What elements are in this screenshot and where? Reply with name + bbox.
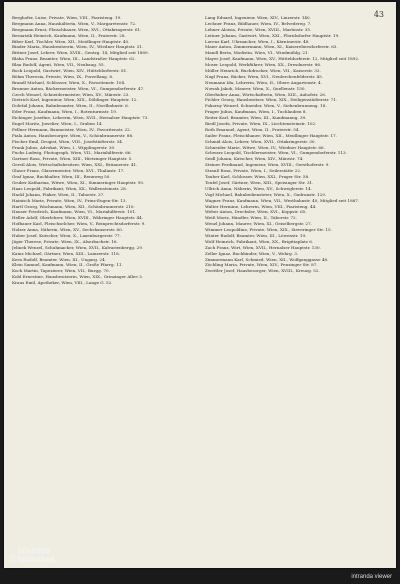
- directory-entry: Schneider Marie, Witwe, Wien, IV., Wiedner Hauptstr. 66.: [205, 144, 325, 150]
- directory-entry: Pokorny Wenzel, Schneider, Wien, V., Siebenbrunneng. 18.: [205, 103, 327, 109]
- directory-entry: Klein Samuel, Kaufmann, Wien, II., Große Pfarrg. 11.: [12, 262, 123, 268]
- directory-entry: Holzer Anna, Näherin, Wien, XV., Sechshauserstr. 60.: [12, 227, 124, 233]
- directory-entry: Brunner Anton, Bäckermeister, Wien, VI., Gumpendorferstr. 47.: [12, 85, 145, 91]
- directory-entry: Zimmermann Karl, Schmied, Wien, XII., Wolfganggasse 48.: [205, 256, 329, 262]
- directory-entry: Hackl Johann, Fiaker, Wien, II., Taborstr. 37.: [12, 191, 105, 197]
- right-column: [205, 16, 390, 540]
- directory-entry: Roth Emanuel, Agent, Wien, II., Praterstr. 54.: [205, 126, 300, 132]
- directory-entry: Sailer Franz, Fleischhauer, Wien, XII., Meidlinger Hauptstr. 17.: [205, 132, 337, 138]
- directory-entry: Eichinger Josefine, Lehrerin, Wien, XVII., Hernalser Hauptstr. 73.: [12, 115, 149, 121]
- directory-entry: Doležal Johann, Bahnbeamter, Wien, II., Nordbahnstr. 6.: [12, 103, 129, 109]
- directory-entry: Fischer Emil, Drogist, Wien, VIII., Josefstädterstr. 34.: [12, 138, 124, 144]
- directory-entry: Graf Ignaz, Buchhalter, Wien, III., Rennweg 50.: [12, 174, 111, 180]
- directory-entry: Gerstl Alois, Wirtschaftsbesitzer, Wien, XXI., Brünnerstr. 41.: [12, 162, 138, 168]
- directory-entry: Huber Josef, Kutscher, Wien, X., Laxenburgerstr. 77.: [12, 232, 121, 238]
- directory-entry: Kraus Emil, Apotheker, Wien, VIII., Lange G. 52.: [12, 280, 113, 286]
- directory-entry: Winter Rudolf, Beamter, Wien, III., Löwenstr. 19.: [205, 232, 307, 238]
- directory-entry: Jäger Therese, Private, Wien, IX., Alserbachstr. 16.: [12, 238, 118, 244]
- directory-entry: Ullrich Anna, Näherin, Wien, XV., Schweglerstr. 14.: [205, 185, 312, 191]
- directory-entry: Mayer Josef, Kaufmann, Wien, XV., Hütteldorferstr. 12, Mitglied seit 1892.: [205, 56, 360, 62]
- directory-entry: Vogl Michael, Bahnbediensteter, Wien, X., Gudrunstr. 120.: [205, 191, 327, 197]
- directory-entry: Maier Anton, Zimmermann, Wien, XI., Kaiserebersdorferstr. 63.: [205, 44, 338, 50]
- directory-entry: Pichler Georg, Hausbesitzer, Wien, XIX., Heiligenstädterstr. 71.: [205, 97, 338, 103]
- logo-line-2: bibliothek: [17, 554, 56, 564]
- directory-entry: Lang Eduard, Ingenieur, Wien, XIV., Linzerstr. 140.: [205, 16, 311, 20]
- document-page: [4, 2, 396, 568]
- directory-entry: Tauber Karl, Schlosser, Wien, XXI., Prager Str. 58.: [205, 174, 310, 180]
- directory-entry: Riedl Josefa, Private, Wien, IX., Liechtensteinstr. 102.: [205, 121, 317, 127]
- directory-entry: Lorenz Karl, Uhrmacher, Wien, I., Kärntnerstr. 48.: [205, 38, 310, 44]
- directory-entry: Koch Martin, Tapezierer, Wien, VII., Burgg. 70.: [12, 268, 110, 274]
- directory-entry: Nagl Franz, Bäcker, Wien, XVI., Neulerchenfelderstr. 45.: [205, 73, 324, 79]
- directory-entry: Weber Anton, Drechsler, Wien, XVI., Koppstr. 65.: [205, 209, 307, 215]
- directory-entry: Czech Wenzel, Schneidermeister, Wien, XV., Märzstr. 23.: [12, 91, 130, 97]
- directory-entry: Bittner Josef, Lehrer, Wien, XVIII., Gentzg. 14, Mitglied seit 1889.: [12, 50, 149, 56]
- directory-entry: Reiter Karl, Beamter, Wien, III., Kundmanng. 39.: [205, 115, 307, 121]
- directory-entry: Wenzl Johann, Maurer, Wien, XI., Geiselbergstr. 27.: [205, 221, 312, 227]
- directory-entry: Blaha Franz, Beamter, Wien, III., Landstraßer Hauptstr. 62.: [12, 56, 136, 62]
- directory-entry: Frank Julius, Advokat, Wien, I., Wipplingerstr. 30.: [12, 144, 116, 150]
- directory-entry: Schwarz Leopold, Tischlermeister, Wien, VI., Gumpendorferstr. 113.: [205, 150, 347, 156]
- directory-entry: Kainz Michael, Gärtner, Wien, XIII., Lainzerstr. 118.: [12, 250, 120, 256]
- directory-entry: Weiß Moriz, Händler, Wien, II., Taborstr. 72.: [205, 215, 297, 221]
- directory-entry: Oberhuber Anna, Wirtschafterin, Wien, XIII., Auhofstr. 26.: [205, 91, 327, 97]
- directory-entry: Wimmer Leopoldine, Private, Wien, XIX., Sieveringer Str. 15.: [205, 227, 332, 233]
- directory-entry: Kern Rudolf, Beamter, Wien, III., Ungarg. 24.: [12, 256, 106, 262]
- directory-entry: Lehner Aloisia, Private, Wien, XVIII., Martinstr. 35.: [205, 26, 312, 32]
- directory-entry: Mandl Berta, Modistin, Wien, VI., Windmühlg. 21.: [205, 50, 309, 56]
- directory-entry: Bock Leopold, Gastwirt, Wien, XIV., Hütteldorferstr. 81.: [12, 68, 128, 74]
- page-number: 43: [373, 10, 384, 19]
- directory-entry: Böhm Theresia, Private, Wien, IX., Porzellang. 8.: [12, 73, 114, 79]
- directory-entry: Kohl Ernestine, Hausbesitzerin, Wien, XIX., Grinzinger Allee 3.: [12, 274, 143, 280]
- directory-entry: Wolf Heinrich, Fabrikant, Wien, XX., Brigittaplatz 6.: [205, 238, 314, 244]
- directory-entry: Moser Leopold, Werkführer, Wien, XX., Dresdnerstr. 86.: [205, 62, 322, 68]
- directory-entry: Jelinek Wenzel, Schuhmacher, Wien, XVII., Kalvarienbergg. 29.: [12, 244, 144, 250]
- directory-entry: Fuchs Ludwig, Photograph, Wien, VII., Mariahilferstr. 66.: [12, 150, 132, 156]
- directory-entry: Gartner Rosa, Private, Wien, XIII., Hietzinger Hauptstr. 5.: [12, 156, 133, 162]
- logo-line-1: ö/landes: [17, 546, 51, 555]
- logo-icon: ö: [10, 552, 16, 564]
- text-columns: [12, 16, 390, 540]
- directory-entry: Fellner Hermann, Baumeister, Wien, IV., Favoritenstr. 22.: [12, 126, 132, 132]
- directory-entry: Leitner Johann, Gastwirt, Wien, XXI., Floridsdorfer Hauptstr. 19.: [205, 32, 340, 38]
- left-column: [12, 16, 197, 540]
- directory-entry: Neumann Ida, Lehrerin, Wien, II., Obere Augartenstr. 4.: [205, 79, 322, 85]
- directory-entry: Schmid Alois, Lehrer, Wien, XVII., Ottakringerstr. 30.: [205, 138, 316, 144]
- directory-entry: Dietrich Karl, Ingenieur, Wien, XIX., Döblinger Hauptstr. 12.: [12, 97, 138, 103]
- directory-entry: Hainisch Marie, Private, Wien, IV., Prinz-Eugen-Str. 13.: [12, 197, 127, 203]
- directory-entry: Teufel Josef, Gärtner, Wien, XIII., Speisinger Str. 31.: [205, 179, 314, 185]
- directory-entry: Bernatzik Heinrich, Kaufmann, Wien, II., Praterstr. 28.: [12, 32, 126, 38]
- directory-entry: Hauser Friedrich, Kaufmann, Wien, VI., Mariahilferstr. 101.: [12, 209, 137, 215]
- directory-entry: Seidl Johann, Kutscher, Wien, XIV., Märzstr. 74.: [205, 156, 304, 162]
- directory-entry: Engel Moritz, Juwelier, Wien, I., Graben 14.: [12, 121, 103, 127]
- directory-entry: Strauß Rosa, Private, Wien, I., Seilerstätte 22.: [205, 168, 302, 174]
- directory-entry: Bergmann Anna, Haushälterin, Wien, V., Margaretenstr. 72.: [12, 20, 137, 26]
- directory-entry: Zeller Ignaz, Buchbinder, Wien, V., Wehrg. 3.: [205, 250, 299, 256]
- directory-entry: Binder Maria, Hausbesitzerin, Wien, IV., Wiedner Hauptstr. 31.: [12, 44, 144, 50]
- directory-entry: Steiner Ferdinand, Ingenieur, Wien, XVIII., Gersthoferstr. 9.: [205, 162, 330, 168]
- directory-entry: Walter Hermine, Lehrerin, Wien, VIII., Piaristeng. 44.: [205, 203, 317, 209]
- directory-entry: Fiala Anton, Hausbesorger, Wien, V., Schönbrunnerstr. 88.: [12, 132, 134, 138]
- directory-entry: Wagner Franz, Kaufmann, Wien, VII., Westbahnstr. 40, Mitglied seit 1887.: [205, 197, 360, 203]
- directory-entry: Biber Karl, Tischler, Wien, XII., Meidlinger Hauptstr. 40.: [12, 38, 130, 44]
- directory-entry: Brandl Michael, Schlosser, Wien, X., Favoritenstr. 104.: [12, 79, 126, 85]
- directory-entry: Bergmann Ernst, Fleischhauer, Wien, XVI., Ottakringerstr. 61.: [12, 26, 142, 32]
- directory-entry: Eder Franz, Kaufmann, Wien, I., Rotenturmstr. 19.: [12, 109, 118, 115]
- directory-entry: Glaser Franz, Glasermeister, Wien, XVI., Thaliastr. 17.: [12, 168, 125, 174]
- directory-entry: Prager Julius, Kaufmann, Wien, I., Tuchlauben 8.: [205, 109, 307, 115]
- directory-entry: Zach Franz, Wirt, Wien, XVII., Hernalser Hauptstr. 130.: [205, 244, 321, 250]
- directory-entry: Nowak Jakob, Maurer, Wien, X., Quellenstr. 150.: [205, 85, 306, 91]
- directory-entry: Hofbauer Karl, Fleischselcher, Wien, V., Reinprechtsdorferstr. 9.: [12, 221, 146, 227]
- directory-entry: Heller Adolf, Oberlehrer, Wien, XVIII., Währinger Hauptstr. 44.: [12, 215, 143, 221]
- directory-entry: Zöchling Maria, Private, Wien, XIV., Penzinger Str. 87.: [205, 262, 318, 268]
- library-logo[interactable]: [10, 547, 55, 564]
- directory-entry: Hartl Georg, Wachmann, Wien, XII., Schönbrunnerstr. 210.: [12, 203, 135, 209]
- directory-entry: Haas Leopold, Fabrikant, Wien, XX., Wallensteinstr. 28.: [12, 185, 128, 191]
- directory-entry: Lechner Franz, Bildhauer, Wien, IV., Belvedereg. 7.: [205, 20, 312, 26]
- directory-entry: Zwettler Josef, Hausbesorger, Wien, XVIII., Kreuzg. 52.: [205, 268, 320, 274]
- directory-entry: Müller Heinrich, Buchdrucker, Wien, VII., Kaiserstr. 33.: [205, 68, 321, 74]
- directory-entry: Gruber Katharina, Witwe, Wien, XI., Simmeringer Hauptstr. 95.: [12, 179, 145, 185]
- directory-entry: Berghofer, Luise, Private, Wien, VIII., Piaristeng. 19.: [12, 16, 122, 20]
- viewer-label: intranda viewer: [351, 574, 392, 580]
- directory-entry: Blau Rudolf, Agent, Wien, VII., Neubaug. 55.: [12, 62, 105, 68]
